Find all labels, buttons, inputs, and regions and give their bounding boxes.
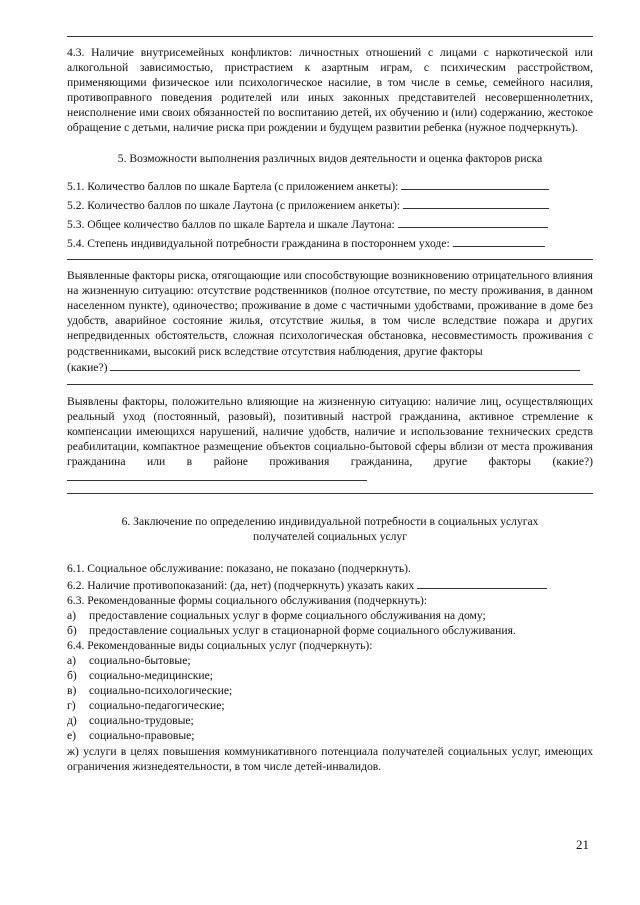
item-letter: в): [67, 684, 77, 698]
section-5-4-label: 5.4. Степень индивидуальной потребности гражданина в постороннем уходе:: [67, 236, 450, 250]
section-5-3-label: 5.3. Общее количество баллов по шкале Бартела и шкале Лаутона:: [67, 217, 395, 231]
section-6-2-blank[interactable]: [417, 577, 547, 589]
positive-factors-text: [67, 394, 593, 486]
section-6-2: [67, 577, 593, 593]
risk-factors-other-label: (какие?): [67, 360, 108, 374]
section-6-1: 6.1. Социальное обслуживание: показано, не показано (подчеркнуть).: [67, 562, 411, 576]
section-5-4-blank[interactable]: [453, 235, 545, 247]
section-6-3: 6.3. Рекомендованные формы социального обслуживания (подчеркнуть):: [67, 593, 428, 607]
section-6-4-item-zh: ж) услуги в целях повышения коммуникативного потенциала получателей социальных услуг, имеющих ограничения жизнедеятельности, в том числе детей-инвалидов.: [67, 744, 593, 773]
item-letter: б): [67, 623, 77, 637]
item-letter: е): [67, 729, 77, 743]
item-text: социально-трудовые;: [89, 714, 194, 728]
section-6-title-line-1: 6. Заключение по определению индивидуальной потребности в социальных услугах: [121, 515, 539, 529]
item-letter: г): [67, 699, 76, 713]
section-6-2-label: 6.2. Наличие противопоказаний: (да, нет) (подчеркнуть) указать каких: [67, 578, 415, 592]
rule-after-positive-factors: [67, 493, 593, 494]
section-5-2-label: 5.2. Количество баллов по шкале Лаутона (с приложением анкеты):: [67, 198, 401, 212]
section-6-4-item: [67, 668, 593, 683]
top-rule: [67, 36, 593, 37]
section-4-3-text: 4.3. Наличие внутрисемейных конфликтов: личностных отношений с лицами с наркотической или алкогольной зависимостью, пристрастием к азартным играм, с психическим расстройством, применяющими физическое или психологическое насилие, в том числе в семье, семейного насилия, противоправного поведения родителей или иных законных представителей несовершеннолетних, неисполнение ими своих обязанностей по воспитанию детей, их обучению и (или) содержанию, жестокое обращение с детьми, наличие риска при рождении и будущем развитии ребенка (нужное подчеркнуть).: [67, 46, 593, 135]
section-5-3-blank[interactable]: [398, 216, 548, 228]
item-text: социально-бытовые;: [89, 654, 191, 667]
section-5-1-label: 5.1. Количество баллов по шкале Бартела (с приложением анкеты):: [67, 179, 399, 193]
section-6-title-line-2: получателей социальных услуг: [253, 530, 407, 544]
section-5-4: [67, 235, 593, 251]
section-6-3-item-a: [67, 608, 593, 623]
section-6-4-item: [67, 698, 593, 713]
section-5-2-blank[interactable]: [403, 197, 549, 209]
item-text: предоставление социальных услуг в форме социального обслуживания на дому;: [89, 608, 486, 622]
risk-factors-other: [67, 359, 593, 375]
item-text: предоставление социальных услуг в стационарной форме социального обслуживания.: [89, 623, 516, 637]
risk-factors-text: Выявленные факторы риска, отягощающие или способствующие возникновению отрицательного влияния на жизненную ситуацию: отсутствие родственников (полное отсутствие, по месту проживания, в данном населенном пункте), одиночество; проживание в доме с частичными удобствами, проживание в доме без удобств, аварийное состояние жилья, отсутствие жилья, в том числе вследствие пожара и других непредвиденных обстоятельств, сложная психологическая обстановка, несовместимость проживания с родственниками, высокий риск вследствие отсутствия наблюдения, другие факторы: [67, 269, 593, 358]
rule-after-risk-factors: [67, 384, 593, 385]
section-5-1: [67, 178, 593, 194]
item-text: социально-психологические;: [89, 684, 233, 698]
item-letter: а): [67, 608, 77, 622]
rule-before-risk-factors: [67, 259, 593, 260]
item-text: социально-педагогические;: [89, 699, 225, 713]
item-text: социально-медицинские;: [89, 669, 213, 683]
page-content: [67, 36, 593, 774]
section-5-1-blank[interactable]: [401, 178, 549, 190]
section-6-3-item-b: [67, 623, 593, 638]
section-5-2: [67, 197, 593, 213]
positive-factors-blank[interactable]: [67, 469, 367, 481]
positive-factors-label: Выявлены факторы, положительно влияющие на жизненную ситуацию: наличие лиц, осуществляющих реальный уход (постоянный, разовый), позитивный настрой гражданина, активное стремление к компенсации имеющихся нарушений, наличие удобств, наличие и использование технических средств реабилитации, компактное размещение объектов социально-бытовой сферы вблизи от места проживания гражданина или в районе проживания гражданина, другие факторы (какие?): [67, 394, 593, 469]
section-6-4: 6.4. Рекомендованные виды социальных услуг (подчеркнуть):: [67, 638, 373, 652]
section-5-3: [67, 216, 593, 232]
section-5-title: 5. Возможности выполнения различных видов деятельности и оценка факторов риска: [117, 151, 543, 165]
item-letter: а): [67, 654, 77, 667]
page-number: 21: [576, 837, 589, 852]
section-6-4-item: [67, 653, 593, 668]
section-6-4-item: [67, 713, 593, 728]
item-text: социально-правовые;: [89, 729, 195, 743]
item-letter: д): [67, 714, 77, 728]
item-letter: б): [67, 669, 77, 683]
section-6-4-item: [67, 728, 593, 743]
risk-factors-blank[interactable]: [110, 359, 580, 371]
section-6-4-item: [67, 683, 593, 698]
